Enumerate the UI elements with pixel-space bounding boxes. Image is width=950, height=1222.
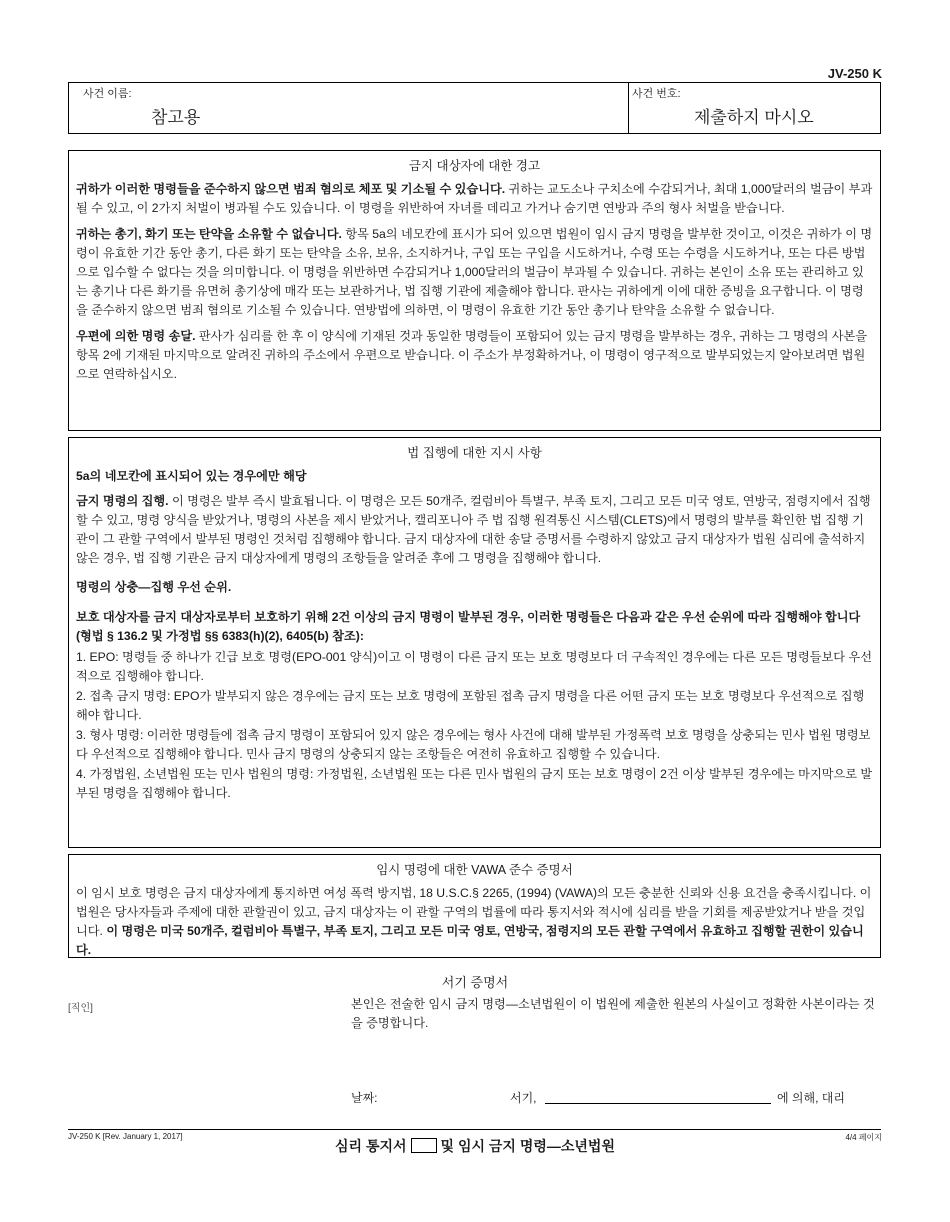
form-title: 심리 통지서 및 임시 금지 명령—소년법원	[335, 1138, 615, 1154]
law-priority-item: 3. 형사 명령: 이러한 명령들에 접촉 금지 명령이 포함되어 있지 않은 경우에는 형사 사건에 대해 발부된 가정폭력 보호 명령을 상충되는 민사 법원 명령보다 우선적으로 집행해야 합니다. 민사 금지 명령의 상충되지 않는 조항들은 여전히 유효하고 집행할 수 있습니다.	[76, 728, 871, 761]
law-priority-item: 4. 가정법원, 소년법원 또는 민사 법원의 명령: 가정법원, 소년법원 또는 다른 민사 법원의 금지 또는 보호 명령이 2건 이상 발부된 경우에는 마지막으로 발부된 명령을 집행해야 합니다.	[76, 767, 873, 800]
form-revision: JV-250 K [Rev. January 1, 2017]	[68, 1132, 183, 1141]
law-title: 법 집행에 대한 지시 사항	[407, 446, 542, 460]
date-label: 날짜:	[351, 1091, 378, 1105]
warning-para-arrest: 귀하가 이러한 명령들을 준수하지 않으면 범죄 혐의로 체포 및 기소될 수 있습니다. 귀하는 교도소나 구치소에 수감되거나, 최대 1,000달러의 벌금이 부과될 수 있고, 이 2가지 처벌이 병과될 수도 있습니다. 이 명령을 위반하여 자녀를 데리고 가거나 숨기면 연방과 주의 형사 처벌을 받습니다.	[76, 182, 873, 215]
case-name-label: 사건 이름:	[83, 88, 132, 100]
case-name-value: 참고용	[151, 108, 201, 127]
form-type-checkbox[interactable]	[411, 1138, 437, 1153]
clerk-certificate-text: 본인은 전술한 임시 금지 명령—소년법원이 이 법원에 제출한 원본의 사실이고 정확한 사본이라는 것을 증명합니다.	[351, 997, 875, 1030]
vawa-title: 임시 명령에 대한 VAWA 준수 증명서	[376, 863, 573, 877]
law-enforcement-section	[68, 437, 881, 848]
deputy-label: 에 의해, 대리	[777, 1091, 845, 1105]
clerk-signature-line[interactable]	[545, 1103, 771, 1104]
case-number-value: 제출하지 마시오	[694, 108, 814, 127]
warning-section	[68, 150, 881, 431]
clerk-label: 서기,	[510, 1091, 537, 1105]
form-id: JV-250 K	[827, 66, 882, 81]
law-priority-item: 2. 접촉 금지 명령: EPO가 발부되지 않은 경우에는 금지 또는 보호 명령에 포함된 접촉 금지 명령을 다른 어떤 금지 또는 보호 명령보다 우선적으로 집행해야 합니다.	[76, 689, 865, 722]
page-number: 4/4 페이지	[845, 1133, 882, 1142]
vawa-text: 이 임시 보호 명령은 금지 대상자에게 통지하면 여성 폭력 방지법, 18 U.S.C.§ 2265, (1994) (VAWA)의 모든 충분한 신뢰와 신용 요건을 충족시킵니다. 이 법원은 당사자들과 주제에 대한 관할권이 있고, 금지 대상자는 이 관할 구역의 법률에 따라 통지서와 적시에 심리를 받을 기회를 제공받았거나 받을 것입니다. 이 명령은 미국 50개주, 컬럼비아 특별구, 부족 토지, 그리고 모든 미국 영토, 연방국, 점령지의 모든 관할 구역에서 유효하고 집행할 권한이 있습니다.	[76, 886, 872, 957]
warning-para-mail-service: 우편에 의한 명령 송달. 판사가 심리를 한 후 이 양식에 기재된 것과 동일한 명령들이 포함되어 있는 금지 명령을 발부하는 경우, 귀하는 그 명령의 사본을 항목 2에 기재된 마지막으로 알려진 귀하의 주소에서 우편으로 받습니다. 이 주소가 부정확하거나, 이 명령이 영구적으로 발부되었는지 알아보려면 법원으로 연락하십시오.	[76, 329, 868, 381]
case-number-label: 사건 번호:	[632, 88, 681, 100]
seal-placeholder: [직인]	[68, 1003, 93, 1014]
clerk-certificate-title: 서기 증명서	[441, 975, 509, 990]
law-para-enforcement: 금지 명령의 집행. 이 명령은 발부 즉시 발효됩니다. 이 명령은 모든 50개주, 컬럼비아 특별구, 부족 토지, 그리고 모든 미국 영토, 연방국, 점령지에서 집행할 수 있고, 명령 양식을 받았거나, 명령의 사본을 제시 받았거나, 캘리포니아 주 법 집행 원격통신 시스템(CLETS)에서 명령의 발부를 확인한 법 집행 기관이 그 관할 구역에서 발부된 명령인 것처럼 집행해야 합니다. 금지 대상자에 대한 송달 증명서를 수령하지 않았고 금지 대상자가 법원 심리에 출석하지 않은 경우, 법 집행 기관은 금지 대상자에게 명령의 조항들을 알려준 후에 그 명령을 집행해야 합니다.	[76, 494, 871, 565]
warning-title: 금지 대상자에 대한 경고	[408, 159, 541, 173]
warning-para-firearms: 귀하는 총기, 화기 또는 탄약을 소유할 수 없습니다. 항목 5a의 네모칸에 표시가 되어 있으면 법원이 임시 금지 명령을 발부한 것이고, 이것은 귀하가 이 명령이 유효한 기간 동안 총기, 다른 화기 또는 탄약을 소유, 보유, 소지하거나, 구입 또는 구입을 시도하거나, 수령 또는 수령을 시도하거나, 또는 다른 방법으로 입수할 수 없다는 것을 의미합니다. 이 명령을 위반하면 수감되거나 1,000달러의 벌금이 부과될 수 있습니다. 귀하는 본인이 소유 또는 관리하고 있는 총기나 다른 화기를 유면허 총기상에 매각 또는 보관하거나, 법 집행 기관에 제출해야 합니다. 판사는 귀하에게 이에 대한 증빙을 요구합니다. 이 명령을 준수하지 않으면 범죄 혐의로 기소될 수 있습니다. 연방법에 의하면, 이 명령이 유효한 기간 동안 총기나 탄약을 소유할 수 없습니다.	[76, 227, 873, 317]
law-applies-only: 5a의 네모칸에 표시되어 있는 경우에만 해당	[76, 469, 307, 483]
case-name-cell	[69, 83, 629, 133]
law-conflict-intro: 보호 대상자를 금지 대상자로부터 보호하기 위해 2건 이상의 금지 명령이 발부된 경우, 이러한 명령들은 다음과 같은 우선 순위에 따라 집행해야 합니다(형법 § 136.2 및 가정법 §§ 6383(h)(2), 6405(b) 참조):	[76, 610, 861, 643]
law-priority-item: 1. EPO: 명령들 중 하나가 긴급 보호 명령(EPO-001 양식)이고 이 명령이 다른 금지 또는 보호 명령보다 더 구속적인 경우에는 다른 모든 명령들보다 우선적으로 집행해야 합니다.	[76, 650, 873, 683]
law-conflict-heading: 명령의 상충—집행 우선 순위.	[76, 580, 232, 594]
footer-rule	[68, 1129, 881, 1130]
case-header	[68, 82, 881, 134]
case-number-cell	[628, 83, 880, 133]
vawa-section	[68, 854, 881, 958]
